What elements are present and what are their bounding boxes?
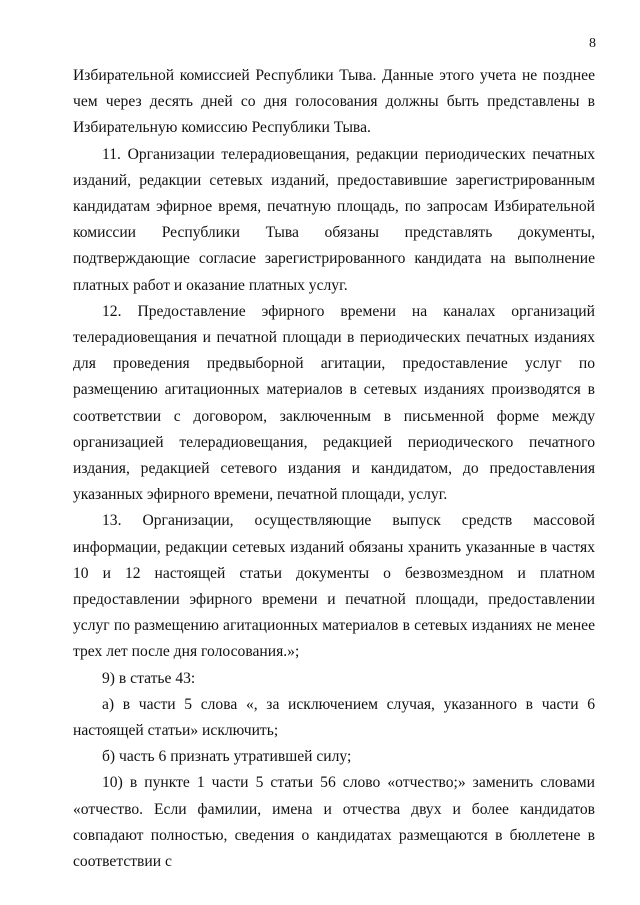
paragraph-12: 12. Предоставление эфирного времени на каналах организаций телерадиовещания и печатной площади в периодических печатных изданиях для проведения предвыборной агитации, предоставление услуг по размещению агитационных материалов в сетевых изданиях производятся в соответствии с договором, заключенным в письменной форме между организацией телерадиовещания, редакцией периодического печатного издания, редакцией сетевого издания и кандидатом, до предоставления указанных эфирного времени, печатной площади, услуг.	[73, 302, 595, 504]
paragraph-item-9: 9) в статье 43:	[102, 669, 196, 687]
paragraph-continuation: Избирательной комиссией Республики Тыва. Данные этого учета не позднее чем через десять дней со дня голосования должны быть представлены в Избирательную комиссию Республики Тыва.	[73, 67, 595, 137]
paragraph-13: 13. Организации, осуществляющие выпуск средств массовой информации, редакции сетевых изданий обязаны хранить указанные в частях 10 и 12 настоящей статьи документы о безвозмездном и платном предоставлении эфирного времени и печатной площади, предоставлении услуг по размещению агитационных материалов в сетевых изданиях не менее трех лет после дня голосования.»;	[73, 512, 595, 661]
page-number: 8	[589, 36, 596, 51]
paragraph-item-10: 10) в пункте 1 части 5 статьи 56 слово «отчество;» заменить словами «отчество. Если фамилии, имена и отчества двух и более кандидатов совпадают полностью, сведения о кандидатах размещаются в бюллетене в соответствии с	[73, 774, 595, 871]
document-body	[73, 63, 595, 875]
paragraph-subitem-b: б) часть 6 признать утратившей силу;	[102, 748, 352, 766]
paragraph-11: 11. Организации телерадиовещания, редакции периодических печатных изданий, редакции сетевых изданий, предоставившие зарегистрированным кандидатам эфирное время, печатную площадь, по запросам Избирательной комиссии Республики Тыва обязаны представлять документы, подтверждающие согласие зарегистрированного кандидата на выполнение платных работ и оказание платных услуг.	[73, 145, 595, 294]
paragraph-subitem-a: а) в части 5 слова «, за исключением случая, указанного в части 6 настоящей статьи» исключить;	[73, 695, 595, 740]
